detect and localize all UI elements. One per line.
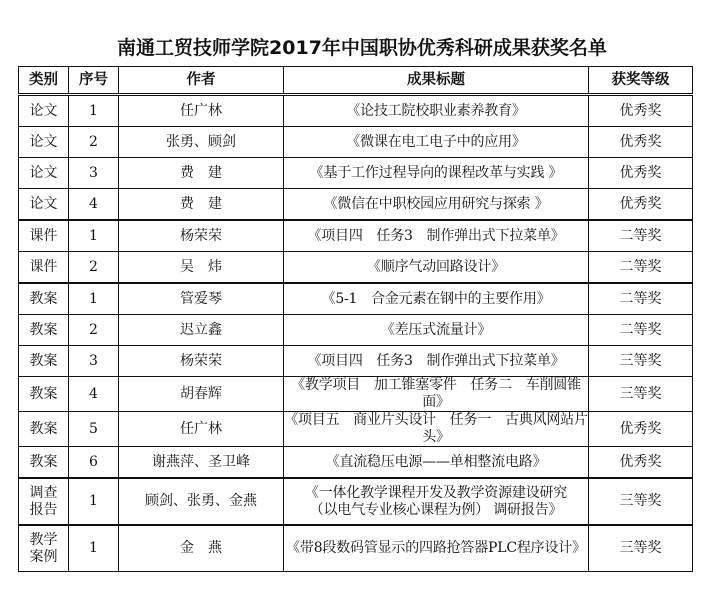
page-title: 南通工贸技师学院2017年中国职协优秀科研成果获奖名单 (117, 37, 607, 59)
cell-award: 三等奖 (589, 377, 693, 412)
cell-award: 三等奖 (589, 346, 693, 377)
table-row (19, 158, 693, 189)
header-work-title: 成果标题 (284, 67, 589, 95)
awards-table (18, 66, 693, 572)
cell-category: 论文 (19, 95, 69, 127)
cell-work-title: 《论技工院校职业素养教育》 (284, 95, 589, 127)
cell-author: 金 燕 (119, 525, 284, 572)
header-award-level: 获奖等级 (589, 67, 693, 95)
cell-work-title: 《项目四 任务3 制作弹出式下拉菜单》 (284, 346, 589, 377)
cell-category: 论文 (19, 127, 69, 158)
table-row (19, 315, 693, 346)
cell-author: 吴 炜 (119, 252, 284, 284)
cell-award: 优秀奖 (589, 412, 693, 447)
cell-author: 管爱琴 (119, 283, 284, 315)
cell-work-title: 《带8段数码管显示的四路抢答器PLC程序设计》 (284, 525, 589, 572)
cell-author: 任广林 (119, 412, 284, 447)
cell-award: 优秀奖 (589, 95, 693, 127)
cell-author: 胡春辉 (119, 377, 284, 412)
header-author: 作者 (119, 67, 284, 95)
cell-category: 论文 (19, 158, 69, 189)
cell-award: 二等奖 (589, 252, 693, 284)
table-row (19, 412, 693, 447)
cell-category: 教案 (19, 346, 69, 377)
cell-award: 二等奖 (589, 220, 693, 252)
cell-number: 5 (69, 412, 119, 447)
cell-work-title: 《直流稳压电源——单相整流电路》 (284, 447, 589, 479)
cell-author: 费 建 (119, 158, 284, 189)
cell-work-title: 《微课在电工电子中的应用》 (284, 127, 589, 158)
table-row (19, 478, 693, 525)
cell-author: 谢燕萍、圣卫峰 (119, 447, 284, 479)
cell-number: 4 (69, 377, 119, 412)
cell-category: 教案 (19, 377, 69, 412)
cell-author: 张勇、顾剑 (119, 127, 284, 158)
cell-work-title: 《微信在中职校园应用研究与探索 》 (284, 189, 589, 221)
table-row (19, 220, 693, 252)
table-row (19, 377, 693, 412)
cell-award: 三等奖 (589, 525, 693, 572)
cell-author: 杨荣荣 (119, 346, 284, 377)
table-row (19, 252, 693, 284)
cell-award: 优秀奖 (589, 158, 693, 189)
cell-category: 教案 (19, 315, 69, 346)
cell-award: 优秀奖 (589, 447, 693, 479)
cell-category: 教案 (19, 412, 69, 447)
cell-award: 三等奖 (589, 478, 693, 525)
cell-number: 2 (69, 252, 119, 284)
table-row (19, 447, 693, 479)
cell-category: 教案 (19, 283, 69, 315)
table-row (19, 346, 693, 377)
cell-number: 1 (69, 220, 119, 252)
cell-author: 顾剑、张勇、金燕 (119, 478, 284, 525)
cell-number: 2 (69, 127, 119, 158)
table-row (19, 189, 693, 221)
cell-work-title: 《项目五 商业片头设计 任务一 古典风网站片头》 (284, 412, 588, 445)
cell-category: 教学案例 (19, 525, 69, 572)
cell-author: 杨荣荣 (119, 220, 284, 252)
cell-work-title: 《一体化教学课程开发及教学资源建设研究 （以电气专业核心课程为例） 调研报告》 (284, 478, 589, 525)
cell-award: 二等奖 (589, 283, 693, 315)
cell-number: 1 (69, 525, 119, 572)
cell-category: 教案 (19, 447, 69, 479)
header-number: 序号 (69, 67, 119, 95)
cell-work-title: 《5-1 合金元素在钢中的主要作用》 (284, 283, 589, 315)
cell-work-title: 《项目四 任务3 制作弹出式下拉菜单》 (284, 220, 589, 252)
cell-number: 1 (69, 283, 119, 315)
table-row (19, 283, 693, 315)
cell-number: 1 (69, 478, 119, 525)
cell-work-title: 《基于工作过程导向的课程改革与实践 》 (284, 158, 589, 189)
cell-number: 4 (69, 189, 119, 221)
table-header-row (19, 67, 693, 95)
cell-category: 课件 (19, 220, 69, 252)
cell-number: 3 (69, 346, 119, 377)
cell-work-title: 《差压式流量计》 (284, 315, 589, 346)
table-row (19, 127, 693, 158)
cell-work-title: 《顺序气动回路设计》 (284, 252, 589, 284)
header-category: 类别 (19, 67, 69, 95)
cell-work-title: 《教学项目 加工锥塞零件 任务二 车削圆锥面》 (284, 377, 589, 412)
table-row (19, 525, 693, 572)
cell-award: 二等奖 (589, 315, 693, 346)
table-row (19, 95, 693, 127)
cell-author: 费 建 (119, 189, 284, 221)
cell-number: 3 (69, 158, 119, 189)
cell-number: 2 (69, 315, 119, 346)
cell-author: 任广林 (119, 95, 284, 127)
cell-category: 课件 (19, 252, 69, 284)
cell-number: 6 (69, 447, 119, 479)
cell-award: 优秀奖 (589, 189, 693, 221)
cell-number: 1 (69, 95, 119, 127)
cell-category: 调查报告 (19, 478, 69, 525)
cell-category: 论文 (19, 189, 69, 221)
cell-author: 迟立鑫 (119, 315, 284, 346)
cell-award: 优秀奖 (589, 127, 693, 158)
